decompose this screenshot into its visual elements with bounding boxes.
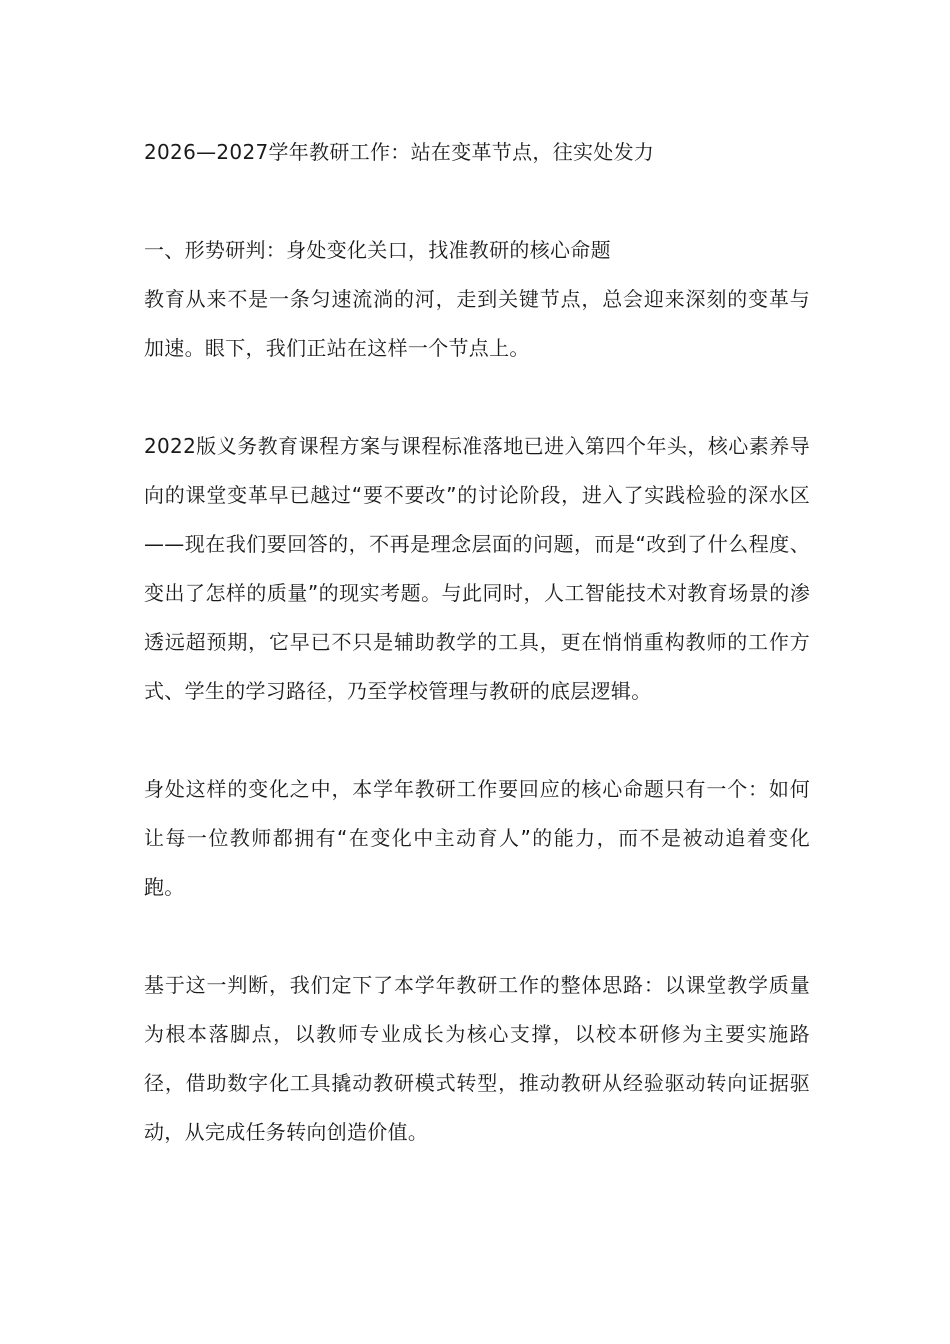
paragraph-2: 2022版义务教育课程方案与课程标准落地已进入第四个年头，核心素养导向的课堂变革早已越过“要不要改”的讨论阶段，进入了实践检验的深水区——现在我们要回答的，不再是理念层面的问题，而是“改到了什么程度、变出了怎样的质量”的现实考题。与此同时，人工智能技术对教育场景的渗透远超预期，它早已不只是辅助教学的工具，更在悄悄重构教师的工作方式、学生的学习路径，乃至学校管理与教研的底层逻辑。 <box>144 434 810 703</box>
paragraph-4: 基于这一判断，我们定下了本学年教研工作的整体思路：以课堂教学质量为根本落脚点，以教师专业成长为核心支撑，以校本研修为主要实施路径，借助数字化工具撬动教研模式转型，推动教研从经验驱动转向证据驱动，从完成任务转向创造价值。 <box>144 973 810 1144</box>
document-title: 2026—2027学年教研工作：站在变革节点，往实处发力 <box>144 140 655 164</box>
document-body <box>144 128 810 1157</box>
paragraph-3: 身处这样的变化之中，本学年教研工作要回应的核心命题只有一个：如何让每一位教师都拥有“在变化中主动育人”的能力，而不是被动追着变化跑。 <box>144 777 810 899</box>
section-heading: 一、形势研判：身处变化关口，找准教研的核心命题 <box>144 238 611 262</box>
paragraph-1: 教育从来不是一条匀速流淌的河，走到关键节点，总会迎来深刻的变革与加速。眼下，我们正站在这样一个节点上。 <box>144 287 810 360</box>
